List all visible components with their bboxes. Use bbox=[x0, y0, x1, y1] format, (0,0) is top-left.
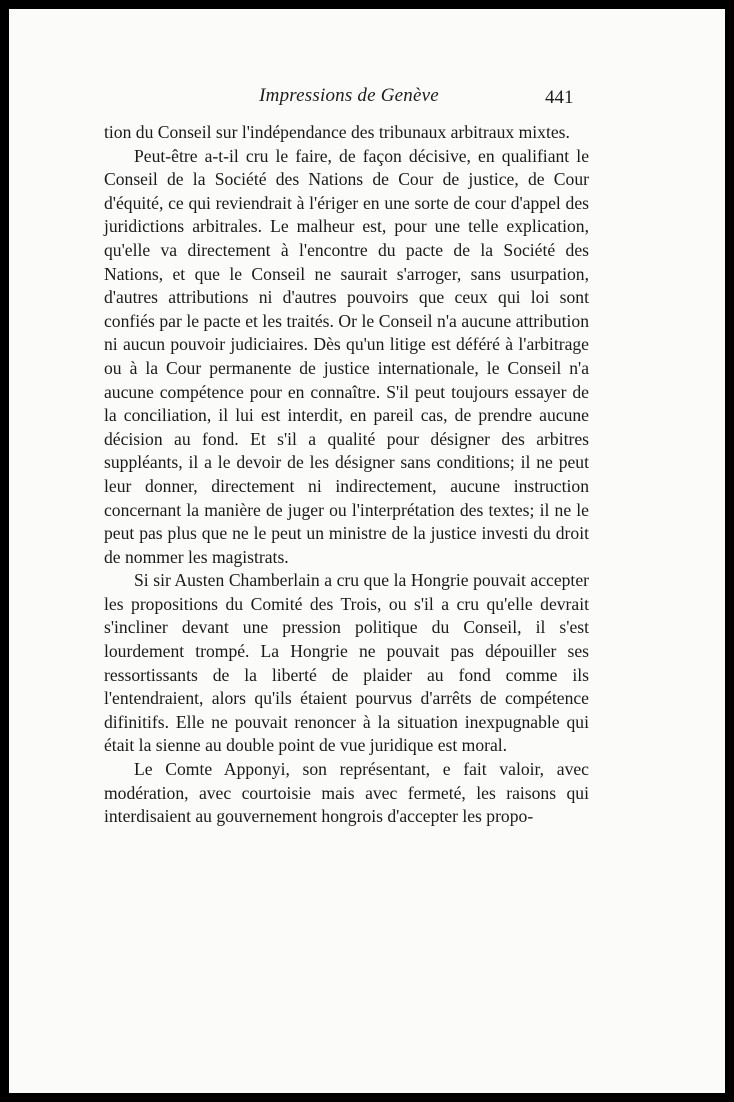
page-header bbox=[9, 81, 725, 111]
page-number: 441 bbox=[545, 87, 574, 108]
paragraph: Peut-être a-t-il cru le faire, de façon décisive, en qualifiant le Conseil de la Société des Nations de Cour de justice, de Cour d'équité, ce qui reviendrait à l'ériger en une sorte de cour d'appel des juridictions arbitrales. Le malheur est, pour une telle explication, qu'elle va directement à l'encontre du pacte de la Société des Nations, et que le Conseil ne saurait s'arroger, sans usurpation, d'autres attributions ni d'autres pouvoirs que ceux qui loi sont confiés par le pacte et les traités. Or le Conseil n'a aucune attribution ni aucun pouvoir judiciaires. Dès qu'un litige est déféré à l'arbitrage ou à la Cour permanente de justice internationale, le Conseil n'a aucune compétence pour en connaître. S'il peut toujours essayer de la conciliation, il lui est interdit, en pareil cas, de prendre aucune décision au fond. Et s'il a qualité pour désigner des arbitres suppléants, il a le devoir de les désigner sans conditions; il ne peut leur donner, directement ni indirectement, aucune instruction concernant la manière de juger ou l'interprétation des textes; il ne le peut pas plus que ne le peut un ministre de la justice investi du droit de nommer les magistrats. bbox=[104, 145, 589, 567]
paragraph-continuation: tion du Conseil sur l'indépendance des tribunaux arbitraux mixtes. bbox=[104, 122, 570, 142]
paragraph: Si sir Austen Chamberlain a cru que la Hongrie pouvait accepter les propositions du Comité des Trois, ou s'il a cru qu'elle devrait s'incliner devant une pression politique du Conseil, il s'est lourdement trompé. La Hongrie ne pouvait pas dépouiller ses ressortissants de la liberté de plaider au fond comme ils l'entendraient, alors qu'ils étaient pourvus d'arrêts de compétence difinitifs. Elle ne pouvait renoncer à la situation inexpugnable qui était la sienne au double point de vue juridique est moral. bbox=[104, 570, 589, 756]
paragraph: Le Comte Apponyi, son représentant, e fait valoir, avec modération, avec courtoisie mais avec fermeté, les raisons qui interdisaient au gouvernement hongrois d'accepter les propo- bbox=[104, 759, 589, 827]
running-title: Impressions de Genève bbox=[259, 85, 439, 106]
body-text bbox=[104, 121, 589, 829]
book-page bbox=[9, 9, 725, 1093]
